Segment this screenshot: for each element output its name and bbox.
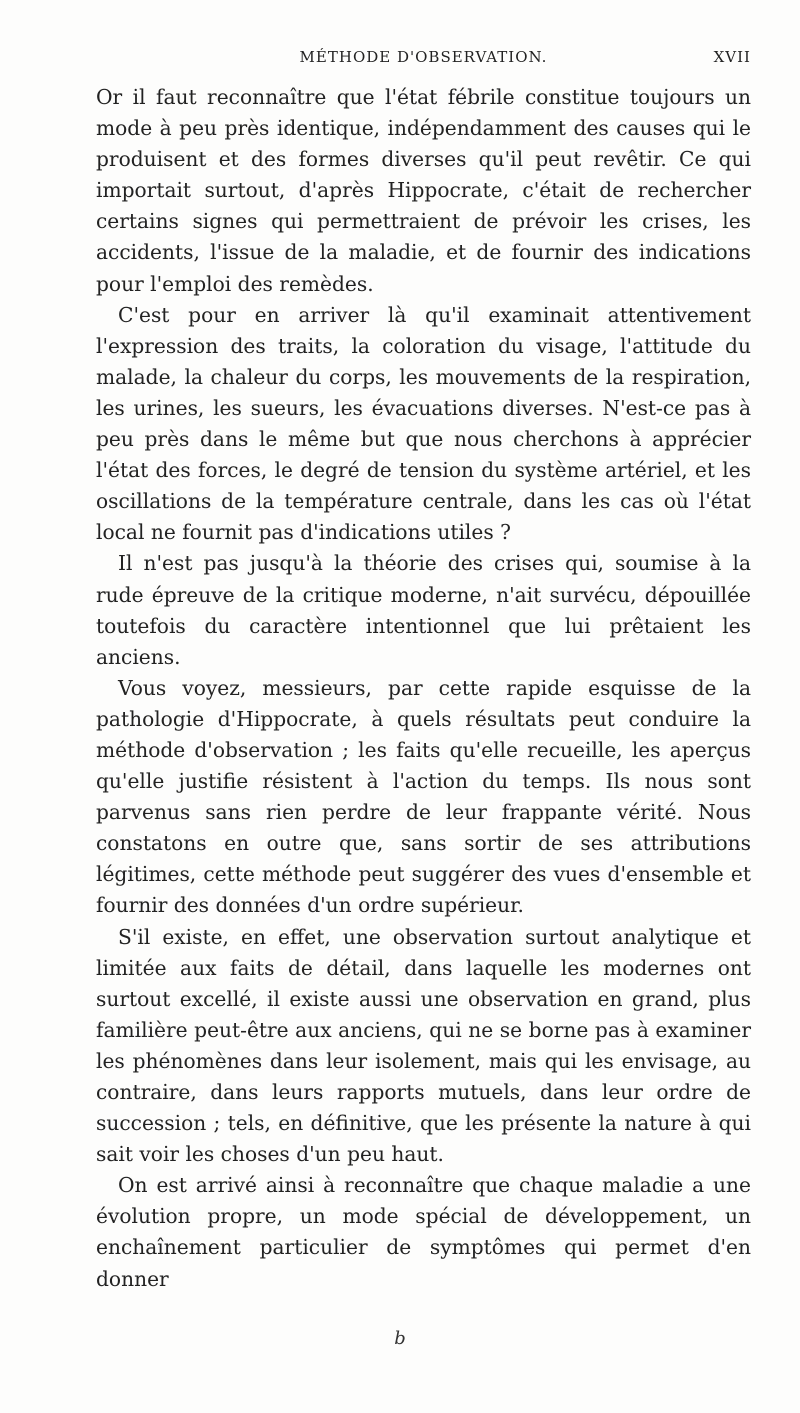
paragraph: Vous voyez, messieurs, par cette rapide esquisse de la pathologie d'Hippocrate, à quels résultats peut conduire la méthode d'observation ; les faits qu'elle recueille, les aperçus qu'elle justifie résistent à l'action du temps. Ils nous sont parvenus sans rien perdre de leur frappante vérité. Nous constatons en outre que, sans sortir de ses attributions légitimes, cette méthode peut suggérer des vues d'ensemble et fournir des données d'un ordre supérieur. [96,675,751,918]
page-number: XVII [713,48,751,66]
signature-mark: b [394,1328,406,1349]
running-title: MÉTHODE D'OBSERVATION. [299,48,548,66]
paragraph: S'il existe, en effet, une observation surtout analytique et limitée aux faits de détail, dans laquelle les modernes ont surtout excellé, il existe aussi une observation en grand, plus familière peut-être aux anciens, qui ne se borne pas à examiner les phénomènes dans leur isolement, mais qui les envisage, au contraire, dans leurs rapports mutuels, dans leur ordre de succession ; tels, en définitive, que les présente la nature à qui sait voir les choses d'un peu haut. [96,924,751,1167]
page-header [96,48,751,76]
body-text [96,82,751,1295]
paragraph: C'est pour en arriver là qu'il examinait attentivement l'expression des traits, la coloration du visage, l'attitude du malade, la chaleur du corps, les mouvements de la respiration, les urines, les sueurs, les évacuations diverses. N'est-ce pas à peu près dans le même but que nous cherchons à apprécier l'état des forces, le degré de tension du système artériel, et les oscillations de la température centrale, dans les cas où l'état local ne fournit pas d'indications utiles ? [96,302,751,545]
paragraph: On est arrivé ainsi à reconnaître que chaque maladie a une évolution propre, un mode spécial de développement, un enchaînement particulier de symptômes qui permet d'en donner [96,1173,751,1291]
paragraph: Or il faut reconnaître que l'état fébrile constitue toujours un mode à peu près identique, indépendamment des causes qui le produisent et des formes diverses qu'il peut revêtir. Ce qui importait surtout, d'après Hippocrate, c'était de rechercher certains signes qui permettraient de prévoir les crises, les accidents, l'issue de la maladie, et de fournir des indications pour l'emploi des remèdes. [96,85,751,296]
paragraph: Il n'est pas jusqu'à la théorie des crises qui, soumise à la rude épreuve de la critique moderne, n'ait survécu, dépouillée toutefois du caractère intentionnel que lui prêtaient les anciens. [96,551,751,669]
